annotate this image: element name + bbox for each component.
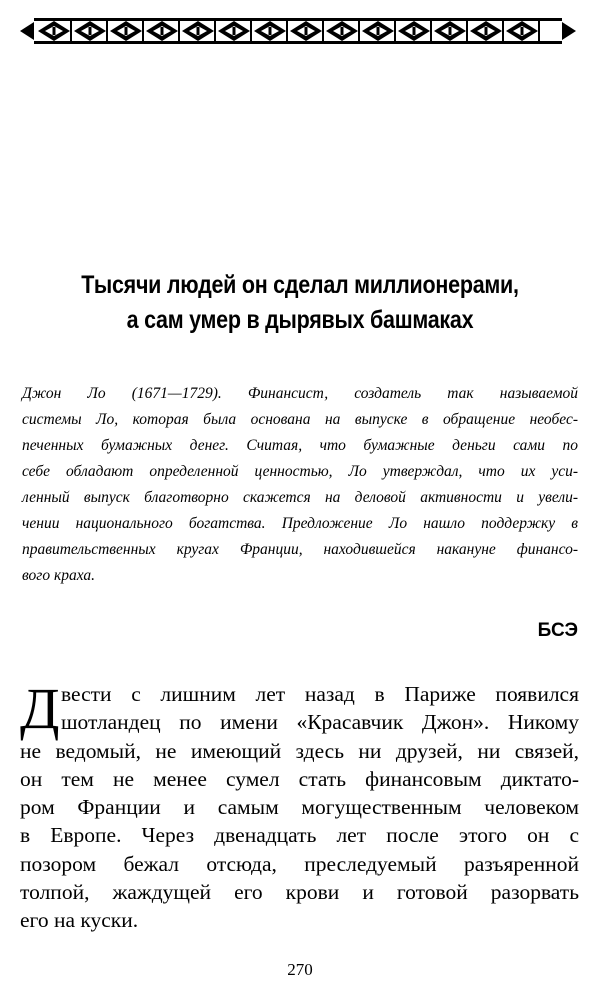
epigraph-line: печенных бумажных денег. Считая, что бумажные деньги сами по	[22, 437, 578, 454]
body-line: не ведомый, не имеющий здесь ни друзей, ни связей,	[20, 738, 579, 763]
body-paragraph	[20, 676, 579, 935]
epigraph	[22, 381, 578, 589]
body-line: вести с лишним лет назад в Париже появился	[61, 682, 579, 706]
body-line: в Европе. Через двенадцать лет после этого он с	[20, 823, 579, 848]
epigraph-source: БСЭ	[537, 620, 578, 641]
epigraph-line: Джон Ло (1671—1729). Финансист, создатель так называемой	[22, 385, 578, 402]
body-line: ром Франции и самым могущественным человеком	[20, 795, 579, 820]
epigraph-line: вого краха.	[22, 567, 95, 584]
page-number: 270	[287, 960, 313, 979]
epigraph-line: ленный выпуск благотворно скажется на деловой активности и увели-	[22, 489, 578, 506]
body-line: он тем не менее сумел стать финансовым диктато-	[20, 766, 579, 791]
epigraph-line: чении национального богатства. Предложение Ло нашло поддержку в	[22, 515, 578, 532]
chapter-title-line-1: Тысячи людей он сделал миллионерами,	[81, 271, 519, 299]
body-line: его на куски.	[20, 908, 139, 933]
drop-cap: Д	[20, 676, 60, 741]
chapter-title	[0, 268, 600, 338]
epigraph-line: правительственных кругах Франции, находившейся накануне финансо-	[22, 541, 578, 558]
chapter-title-line-2: а сам умер в дырявых башмаках	[126, 306, 474, 334]
epigraph-line: себе обладают определенной ценностью, Ло утверждал, что их уси-	[22, 463, 578, 480]
body-line: толпой, жаждущей его крови и готовой разорвать	[20, 880, 579, 905]
epigraph-line: системы Ло, которая была основана на выпуске в обращение необес-	[22, 411, 578, 428]
body-line: позором бежал отсюда, преследуемый разъяренной	[20, 851, 579, 876]
decorative-border-icon	[20, 16, 576, 46]
body-line: шотландец по имени «Красавчик Джон». Никому	[61, 710, 579, 735]
